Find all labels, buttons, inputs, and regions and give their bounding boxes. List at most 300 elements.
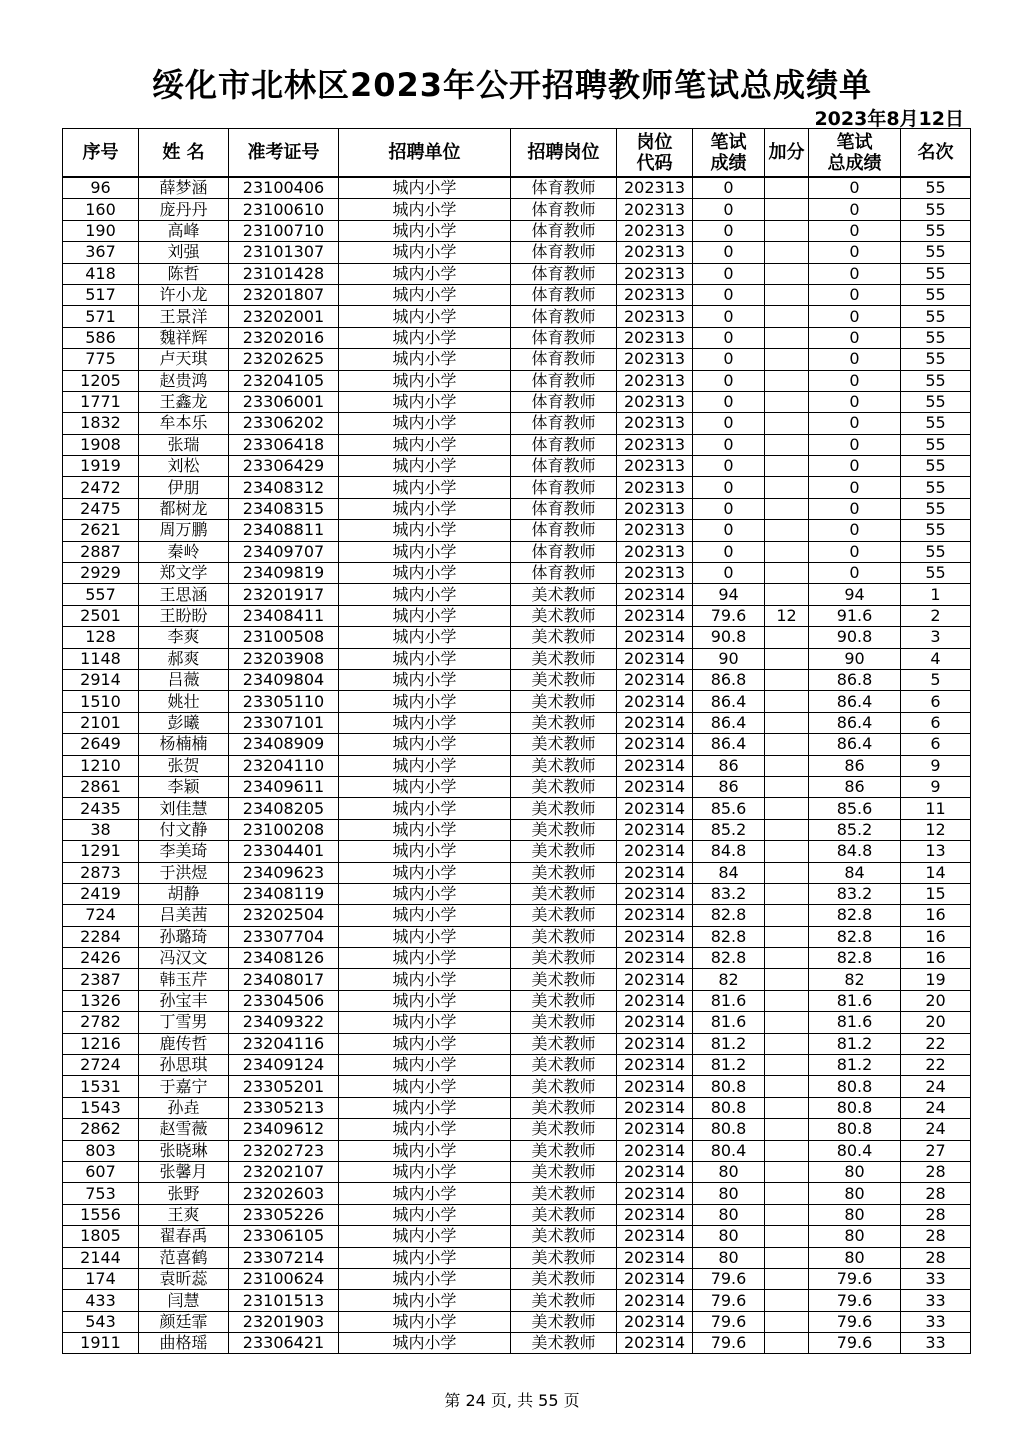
rank-cell: 33 bbox=[901, 1311, 971, 1332]
total-score-cell: 0 bbox=[809, 477, 901, 498]
name-cell: 薛梦涵 bbox=[139, 177, 229, 199]
ticket-cell: 23305213 bbox=[229, 1097, 339, 1118]
written-score-cell: 82.8 bbox=[693, 926, 765, 947]
seq-cell: 160 bbox=[63, 199, 139, 220]
rank-cell: 55 bbox=[901, 177, 971, 199]
ticket-cell: 23204116 bbox=[229, 1033, 339, 1054]
total-score-cell: 84 bbox=[809, 862, 901, 883]
name-cell: 许小龙 bbox=[139, 284, 229, 305]
total-score-cell: 80 bbox=[809, 1226, 901, 1247]
bonus-cell bbox=[765, 1055, 809, 1076]
name-cell: 周万鹏 bbox=[139, 520, 229, 541]
ticket-cell: 23408119 bbox=[229, 883, 339, 904]
rank-cell: 5 bbox=[901, 669, 971, 690]
rank-cell: 33 bbox=[901, 1333, 971, 1354]
post-code-cell: 202314 bbox=[617, 798, 693, 819]
total-score-cell: 79.6 bbox=[809, 1311, 901, 1332]
post-code-cell: 202314 bbox=[617, 605, 693, 626]
written-score-cell: 0 bbox=[693, 199, 765, 220]
total-score-cell: 80.4 bbox=[809, 1140, 901, 1161]
seq-cell: 1510 bbox=[63, 691, 139, 712]
ticket-cell: 23100406 bbox=[229, 177, 339, 199]
post-cell: 体育教师 bbox=[511, 563, 617, 584]
table-row bbox=[63, 477, 971, 498]
post-cell: 美术教师 bbox=[511, 648, 617, 669]
unit-cell: 城内小学 bbox=[339, 990, 511, 1011]
table-row bbox=[63, 605, 971, 626]
rank-cell: 28 bbox=[901, 1204, 971, 1225]
post-code-cell: 202314 bbox=[617, 755, 693, 776]
total-score-cell: 90 bbox=[809, 648, 901, 669]
ticket-cell: 23306421 bbox=[229, 1333, 339, 1354]
post-cell: 美术教师 bbox=[511, 691, 617, 712]
name-cell: 王鑫龙 bbox=[139, 391, 229, 412]
ticket-cell: 23305110 bbox=[229, 691, 339, 712]
post-cell: 美术教师 bbox=[511, 862, 617, 883]
unit-cell: 城内小学 bbox=[339, 541, 511, 562]
rank-cell: 9 bbox=[901, 755, 971, 776]
ticket-cell: 23408126 bbox=[229, 948, 339, 969]
post-code-cell: 202314 bbox=[617, 1055, 693, 1076]
seq-cell: 2426 bbox=[63, 948, 139, 969]
total-score-cell: 80.8 bbox=[809, 1076, 901, 1097]
rank-cell: 1 bbox=[901, 584, 971, 605]
ticket-cell: 23307214 bbox=[229, 1247, 339, 1268]
seq-cell: 1291 bbox=[63, 841, 139, 862]
ticket-cell: 23408205 bbox=[229, 798, 339, 819]
written-score-cell: 80 bbox=[693, 1204, 765, 1225]
rank-cell: 55 bbox=[901, 477, 971, 498]
ticket-cell: 23100208 bbox=[229, 819, 339, 840]
rank-cell: 2 bbox=[901, 605, 971, 626]
written-score-cell: 0 bbox=[693, 263, 765, 284]
written-score-cell: 90 bbox=[693, 648, 765, 669]
header-unit: 招聘单位 bbox=[339, 129, 511, 178]
bonus-cell bbox=[765, 1290, 809, 1311]
unit-cell: 城内小学 bbox=[339, 776, 511, 797]
written-score-cell: 80 bbox=[693, 1183, 765, 1204]
table-row bbox=[63, 1333, 971, 1354]
written-score-cell: 80.8 bbox=[693, 1097, 765, 1118]
post-cell: 美术教师 bbox=[511, 755, 617, 776]
post-code-cell: 202314 bbox=[617, 1012, 693, 1033]
unit-cell: 城内小学 bbox=[339, 1033, 511, 1054]
name-cell: 李颖 bbox=[139, 776, 229, 797]
header-written-score bbox=[693, 129, 765, 178]
bonus-cell bbox=[765, 1183, 809, 1204]
bonus-cell bbox=[765, 1247, 809, 1268]
rank-cell: 55 bbox=[901, 434, 971, 455]
post-cell: 体育教师 bbox=[511, 284, 617, 305]
table-row bbox=[63, 776, 971, 797]
post-cell: 美术教师 bbox=[511, 883, 617, 904]
rank-cell: 3 bbox=[901, 627, 971, 648]
rank-cell: 14 bbox=[901, 862, 971, 883]
bonus-cell bbox=[765, 776, 809, 797]
unit-cell: 城内小学 bbox=[339, 242, 511, 263]
table-row bbox=[63, 456, 971, 477]
rank-cell: 6 bbox=[901, 691, 971, 712]
ticket-cell: 23409623 bbox=[229, 862, 339, 883]
table-row bbox=[63, 263, 971, 284]
seq-cell: 1326 bbox=[63, 990, 139, 1011]
seq-cell: 724 bbox=[63, 905, 139, 926]
table-row bbox=[63, 520, 971, 541]
ticket-cell: 23307704 bbox=[229, 926, 339, 947]
seq-cell: 1556 bbox=[63, 1204, 139, 1225]
name-cell: 吕美茜 bbox=[139, 905, 229, 926]
written-score-cell: 79.6 bbox=[693, 1290, 765, 1311]
written-score-cell: 85.6 bbox=[693, 798, 765, 819]
name-cell: 李爽 bbox=[139, 627, 229, 648]
written-score-cell: 79.6 bbox=[693, 1311, 765, 1332]
post-code-cell: 202314 bbox=[617, 1119, 693, 1140]
post-cell: 体育教师 bbox=[511, 498, 617, 519]
written-score-cell: 0 bbox=[693, 327, 765, 348]
seq-cell: 174 bbox=[63, 1268, 139, 1289]
total-score-cell: 0 bbox=[809, 413, 901, 434]
bonus-cell: 12 bbox=[765, 605, 809, 626]
post-code-cell: 202313 bbox=[617, 242, 693, 263]
rank-cell: 16 bbox=[901, 926, 971, 947]
header-post-code-line2: 代码 bbox=[636, 152, 673, 174]
table-row bbox=[63, 841, 971, 862]
name-cell: 伊朋 bbox=[139, 477, 229, 498]
total-score-cell: 79.6 bbox=[809, 1333, 901, 1354]
post-cell: 体育教师 bbox=[511, 306, 617, 327]
post-cell: 体育教师 bbox=[511, 477, 617, 498]
seq-cell: 2475 bbox=[63, 498, 139, 519]
post-cell: 体育教师 bbox=[511, 327, 617, 348]
written-score-cell: 0 bbox=[693, 563, 765, 584]
name-cell: 姚壮 bbox=[139, 691, 229, 712]
unit-cell: 城内小学 bbox=[339, 563, 511, 584]
post-cell: 体育教师 bbox=[511, 456, 617, 477]
unit-cell: 城内小学 bbox=[339, 1226, 511, 1247]
post-cell: 体育教师 bbox=[511, 263, 617, 284]
seq-cell: 433 bbox=[63, 1290, 139, 1311]
rank-cell: 55 bbox=[901, 220, 971, 241]
bonus-cell bbox=[765, 669, 809, 690]
total-score-cell: 86.4 bbox=[809, 712, 901, 733]
table-row bbox=[63, 498, 971, 519]
written-score-cell: 81.2 bbox=[693, 1033, 765, 1054]
seq-cell: 2887 bbox=[63, 541, 139, 562]
bonus-cell bbox=[765, 563, 809, 584]
header-total-score bbox=[809, 129, 901, 178]
ticket-cell: 23202016 bbox=[229, 327, 339, 348]
rank-cell: 12 bbox=[901, 819, 971, 840]
post-cell: 美术教师 bbox=[511, 1055, 617, 1076]
post-code-cell: 202313 bbox=[617, 263, 693, 284]
bonus-cell bbox=[765, 263, 809, 284]
rank-cell: 28 bbox=[901, 1161, 971, 1182]
table-row bbox=[63, 1119, 971, 1140]
rank-cell: 55 bbox=[901, 370, 971, 391]
written-score-cell: 81.6 bbox=[693, 990, 765, 1011]
post-code-cell: 202313 bbox=[617, 541, 693, 562]
name-cell: 翟春禹 bbox=[139, 1226, 229, 1247]
unit-cell: 城内小学 bbox=[339, 1333, 511, 1354]
bonus-cell bbox=[765, 520, 809, 541]
table-row bbox=[63, 883, 971, 904]
unit-cell: 城内小学 bbox=[339, 306, 511, 327]
table-row bbox=[63, 648, 971, 669]
written-score-cell: 94 bbox=[693, 584, 765, 605]
total-score-cell: 0 bbox=[809, 370, 901, 391]
post-code-cell: 202313 bbox=[617, 306, 693, 327]
post-code-cell: 202314 bbox=[617, 1204, 693, 1225]
ticket-cell: 23204110 bbox=[229, 755, 339, 776]
written-score-cell: 0 bbox=[693, 349, 765, 370]
post-cell: 美术教师 bbox=[511, 905, 617, 926]
unit-cell: 城内小学 bbox=[339, 819, 511, 840]
name-cell: 袁昕蕊 bbox=[139, 1268, 229, 1289]
post-cell: 美术教师 bbox=[511, 1311, 617, 1332]
unit-cell: 城内小学 bbox=[339, 1204, 511, 1225]
seq-cell: 1531 bbox=[63, 1076, 139, 1097]
bonus-cell bbox=[765, 220, 809, 241]
bonus-cell bbox=[765, 391, 809, 412]
seq-cell: 2724 bbox=[63, 1055, 139, 1076]
seq-cell: 1911 bbox=[63, 1333, 139, 1354]
total-score-cell: 80.8 bbox=[809, 1119, 901, 1140]
table-row bbox=[63, 1226, 971, 1247]
unit-cell: 城内小学 bbox=[339, 926, 511, 947]
rank-cell: 55 bbox=[901, 349, 971, 370]
total-score-cell: 0 bbox=[809, 263, 901, 284]
ticket-cell: 23201903 bbox=[229, 1311, 339, 1332]
written-score-cell: 85.2 bbox=[693, 819, 765, 840]
seq-cell: 1210 bbox=[63, 755, 139, 776]
written-score-cell: 83.2 bbox=[693, 883, 765, 904]
post-cell: 美术教师 bbox=[511, 1290, 617, 1311]
written-score-cell: 82.8 bbox=[693, 905, 765, 926]
post-code-cell: 202314 bbox=[617, 1226, 693, 1247]
unit-cell: 城内小学 bbox=[339, 199, 511, 220]
unit-cell: 城内小学 bbox=[339, 627, 511, 648]
ticket-cell: 23100624 bbox=[229, 1268, 339, 1289]
written-score-cell: 79.6 bbox=[693, 605, 765, 626]
total-score-cell: 0 bbox=[809, 242, 901, 263]
unit-cell: 城内小学 bbox=[339, 969, 511, 990]
name-cell: 赵雪薇 bbox=[139, 1119, 229, 1140]
table-row bbox=[63, 1204, 971, 1225]
header-bonus: 加分 bbox=[765, 129, 809, 178]
total-score-cell: 0 bbox=[809, 498, 901, 519]
seq-cell: 2862 bbox=[63, 1119, 139, 1140]
rank-cell: 55 bbox=[901, 413, 971, 434]
post-cell: 体育教师 bbox=[511, 541, 617, 562]
total-score-cell: 86.4 bbox=[809, 734, 901, 755]
table-header-row bbox=[63, 129, 971, 178]
written-score-cell: 79.6 bbox=[693, 1333, 765, 1354]
table-row bbox=[63, 1268, 971, 1289]
name-cell: 曲格瑶 bbox=[139, 1333, 229, 1354]
post-code-cell: 202314 bbox=[617, 712, 693, 733]
table-row bbox=[63, 541, 971, 562]
bonus-cell bbox=[765, 584, 809, 605]
table-row bbox=[63, 306, 971, 327]
written-score-cell: 84.8 bbox=[693, 841, 765, 862]
written-score-cell: 0 bbox=[693, 413, 765, 434]
rank-cell: 27 bbox=[901, 1140, 971, 1161]
bonus-cell bbox=[765, 1311, 809, 1332]
post-code-cell: 202313 bbox=[617, 177, 693, 199]
name-cell: 郑文学 bbox=[139, 563, 229, 584]
unit-cell: 城内小学 bbox=[339, 1247, 511, 1268]
ticket-cell: 23202107 bbox=[229, 1161, 339, 1182]
rank-cell: 55 bbox=[901, 327, 971, 348]
table-row bbox=[63, 669, 971, 690]
seq-cell: 1832 bbox=[63, 413, 139, 434]
unit-cell: 城内小学 bbox=[339, 1012, 511, 1033]
rank-cell: 20 bbox=[901, 1012, 971, 1033]
name-cell: 胡静 bbox=[139, 883, 229, 904]
rank-cell: 55 bbox=[901, 541, 971, 562]
table-row bbox=[63, 1161, 971, 1182]
unit-cell: 城内小学 bbox=[339, 669, 511, 690]
post-code-cell: 202314 bbox=[617, 926, 693, 947]
table-row bbox=[63, 327, 971, 348]
bonus-cell bbox=[765, 413, 809, 434]
unit-cell: 城内小学 bbox=[339, 862, 511, 883]
post-cell: 美术教师 bbox=[511, 712, 617, 733]
bonus-cell bbox=[765, 327, 809, 348]
ticket-cell: 23100610 bbox=[229, 199, 339, 220]
table-row bbox=[63, 1247, 971, 1268]
unit-cell: 城内小学 bbox=[339, 734, 511, 755]
table-row bbox=[63, 220, 971, 241]
bonus-cell bbox=[765, 1161, 809, 1182]
written-score-cell: 80 bbox=[693, 1161, 765, 1182]
ticket-cell: 23202723 bbox=[229, 1140, 339, 1161]
table-row bbox=[63, 712, 971, 733]
post-code-cell: 202314 bbox=[617, 883, 693, 904]
written-score-cell: 86 bbox=[693, 776, 765, 797]
post-code-cell: 202314 bbox=[617, 1161, 693, 1182]
table-row bbox=[63, 926, 971, 947]
unit-cell: 城内小学 bbox=[339, 349, 511, 370]
name-cell: 韩玉芹 bbox=[139, 969, 229, 990]
post-code-cell: 202314 bbox=[617, 734, 693, 755]
header-seq: 序号 bbox=[63, 129, 139, 178]
name-cell: 王思涵 bbox=[139, 584, 229, 605]
post-cell: 美术教师 bbox=[511, 584, 617, 605]
name-cell: 杨楠楠 bbox=[139, 734, 229, 755]
post-code-cell: 202314 bbox=[617, 969, 693, 990]
post-cell: 体育教师 bbox=[511, 413, 617, 434]
written-score-cell: 81.6 bbox=[693, 1012, 765, 1033]
total-score-cell: 86 bbox=[809, 755, 901, 776]
bonus-cell bbox=[765, 862, 809, 883]
total-score-cell: 86.4 bbox=[809, 691, 901, 712]
post-code-cell: 202313 bbox=[617, 199, 693, 220]
name-cell: 孙垚 bbox=[139, 1097, 229, 1118]
post-cell: 美术教师 bbox=[511, 1247, 617, 1268]
report-date: 2023年8月12日 bbox=[814, 108, 964, 130]
seq-cell: 2284 bbox=[63, 926, 139, 947]
post-code-cell: 202314 bbox=[617, 1311, 693, 1332]
total-score-cell: 86.8 bbox=[809, 669, 901, 690]
bonus-cell bbox=[765, 1119, 809, 1140]
post-cell: 美术教师 bbox=[511, 669, 617, 690]
total-score-cell: 0 bbox=[809, 391, 901, 412]
total-score-cell: 94 bbox=[809, 584, 901, 605]
table-row bbox=[63, 199, 971, 220]
bonus-cell bbox=[765, 1333, 809, 1354]
name-cell: 卢天琪 bbox=[139, 349, 229, 370]
table-row bbox=[63, 969, 971, 990]
post-code-cell: 202314 bbox=[617, 1247, 693, 1268]
unit-cell: 城内小学 bbox=[339, 648, 511, 669]
written-score-cell: 0 bbox=[693, 220, 765, 241]
post-cell: 美术教师 bbox=[511, 1268, 617, 1289]
post-code-cell: 202313 bbox=[617, 498, 693, 519]
total-score-cell: 0 bbox=[809, 177, 901, 199]
name-cell: 张贺 bbox=[139, 755, 229, 776]
rank-cell: 55 bbox=[901, 263, 971, 284]
bonus-cell bbox=[765, 712, 809, 733]
unit-cell: 城内小学 bbox=[339, 883, 511, 904]
unit-cell: 城内小学 bbox=[339, 1311, 511, 1332]
seq-cell: 775 bbox=[63, 349, 139, 370]
name-cell: 张野 bbox=[139, 1183, 229, 1204]
post-code-cell: 202314 bbox=[617, 584, 693, 605]
name-cell: 庞丹丹 bbox=[139, 199, 229, 220]
post-cell: 体育教师 bbox=[511, 391, 617, 412]
name-cell: 丁雪男 bbox=[139, 1012, 229, 1033]
unit-cell: 城内小学 bbox=[339, 177, 511, 199]
table-row bbox=[63, 242, 971, 263]
unit-cell: 城内小学 bbox=[339, 1268, 511, 1289]
name-cell: 王盼盼 bbox=[139, 605, 229, 626]
header-rank: 名次 bbox=[901, 129, 971, 178]
unit-cell: 城内小学 bbox=[339, 755, 511, 776]
header-post-code-line1: 岗位 bbox=[636, 131, 673, 153]
written-score-cell: 80.4 bbox=[693, 1140, 765, 1161]
post-code-cell: 202313 bbox=[617, 370, 693, 391]
name-cell: 张馨月 bbox=[139, 1161, 229, 1182]
total-score-cell: 81.6 bbox=[809, 990, 901, 1011]
unit-cell: 城内小学 bbox=[339, 1119, 511, 1140]
total-score-cell: 0 bbox=[809, 327, 901, 348]
post-cell: 美术教师 bbox=[511, 948, 617, 969]
post-code-cell: 202313 bbox=[617, 477, 693, 498]
written-score-cell: 0 bbox=[693, 177, 765, 199]
post-cell: 美术教师 bbox=[511, 969, 617, 990]
post-code-cell: 202314 bbox=[617, 691, 693, 712]
post-code-cell: 202314 bbox=[617, 627, 693, 648]
bonus-cell bbox=[765, 883, 809, 904]
written-score-cell: 79.6 bbox=[693, 1268, 765, 1289]
ticket-cell: 23305226 bbox=[229, 1204, 339, 1225]
post-code-cell: 202314 bbox=[617, 819, 693, 840]
name-cell: 赵贵鸿 bbox=[139, 370, 229, 391]
seq-cell: 367 bbox=[63, 242, 139, 263]
table-row bbox=[63, 1012, 971, 1033]
ticket-cell: 23202504 bbox=[229, 905, 339, 926]
post-cell: 美术教师 bbox=[511, 1183, 617, 1204]
post-code-cell: 202313 bbox=[617, 434, 693, 455]
bonus-cell bbox=[765, 1097, 809, 1118]
seq-cell: 2649 bbox=[63, 734, 139, 755]
name-cell: 于嘉宁 bbox=[139, 1076, 229, 1097]
post-code-cell: 202313 bbox=[617, 284, 693, 305]
bonus-cell bbox=[765, 1226, 809, 1247]
rank-cell: 28 bbox=[901, 1247, 971, 1268]
post-code-cell: 202314 bbox=[617, 1076, 693, 1097]
